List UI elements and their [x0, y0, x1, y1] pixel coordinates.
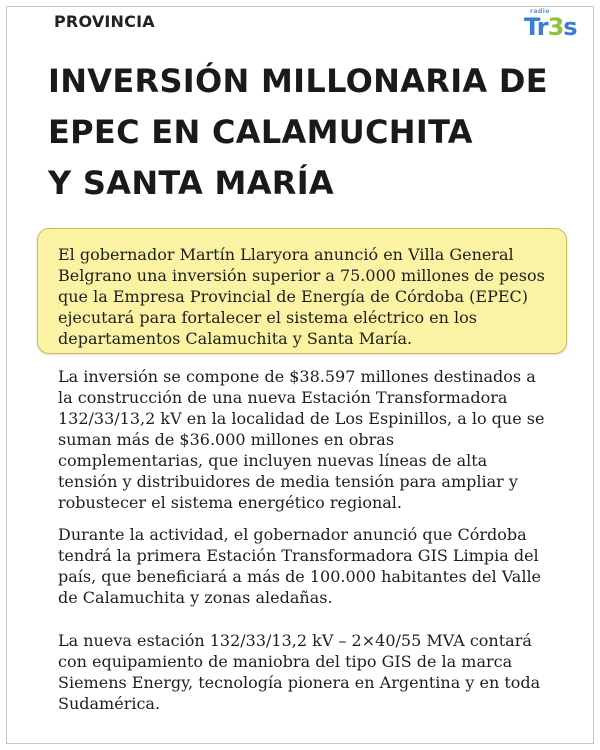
lead-box	[37, 228, 567, 354]
paragraph-line: complementarias, que incluyen nuevas líneas de alta	[58, 451, 488, 470]
lead-line: ejecutará para fortalecer el sistema eléctrico en los	[58, 308, 477, 327]
lead-line: departamentos Calamuchita y Santa María.	[58, 329, 413, 348]
paragraph-line: Siemens Energy, tecnología pionera en Argentina y en toda	[58, 673, 541, 692]
paragraph-line: La nueva estación 132/33/13,2 kV – 2×40/55 MVA contará	[58, 631, 532, 650]
logo-small-text: radio	[530, 8, 550, 15]
paragraph-announcement	[58, 524, 578, 608]
paragraph-line: Sudamérica.	[58, 694, 161, 713]
headline-line: EPEC EN CALAMUCHITA	[48, 113, 473, 151]
paragraph-line: tensión y distribuidores de media tensión para ampliar y	[58, 472, 518, 491]
headline	[48, 56, 568, 209]
lead-line: El gobernador Martín Llaryora anunció en Villa General	[58, 245, 514, 264]
paragraph-line: país, que beneficiará a más de 100.000 habitantes del Valle	[58, 567, 542, 586]
section-label: PROVINCIA	[54, 12, 155, 31]
paragraph-line: 132/33/13,2 kV en la localidad de Los Espinillos, a lo que se	[58, 409, 545, 428]
logo-wordmark	[524, 12, 577, 42]
paragraph-line: la construcción de una nueva Estación Transformadora	[58, 388, 508, 407]
paragraph-line: de Calamuchita y zonas aledañas.	[58, 588, 333, 607]
headline-line: INVERSIÓN MILLONARIA DE	[48, 62, 548, 100]
paragraph-line: robustecer el sistema energético regional.	[58, 493, 402, 512]
paragraph-line: La inversión se compone de $38.597 millones destinados a	[58, 367, 536, 386]
lead-line: que la Empresa Provincial de Energía de Córdoba (EPEC)	[58, 287, 529, 306]
paragraph-line: con equipamiento de maniobra del tipo GIS de la marca	[58, 652, 513, 671]
paragraph-investment	[58, 366, 578, 513]
paragraph-line: Durante la actividad, el gobernador anunció que Córdoba	[58, 525, 527, 544]
paragraph-line: suman más de $36.000 millones en obras	[58, 430, 395, 449]
logo-suffix: s	[563, 13, 577, 41]
radio-logo	[524, 8, 584, 46]
paragraph-station	[58, 630, 578, 714]
paragraph-line: tendrá la primera Estación Transformadora GIS Limpia del	[58, 546, 539, 565]
logo-digit: 3	[547, 13, 564, 41]
logo-prefix: Tr	[524, 13, 548, 41]
headline-line: Y SANTA MARÍA	[48, 164, 334, 202]
lead-line: Belgrano una inversión superior a 75.000 millones de pesos	[58, 266, 545, 285]
